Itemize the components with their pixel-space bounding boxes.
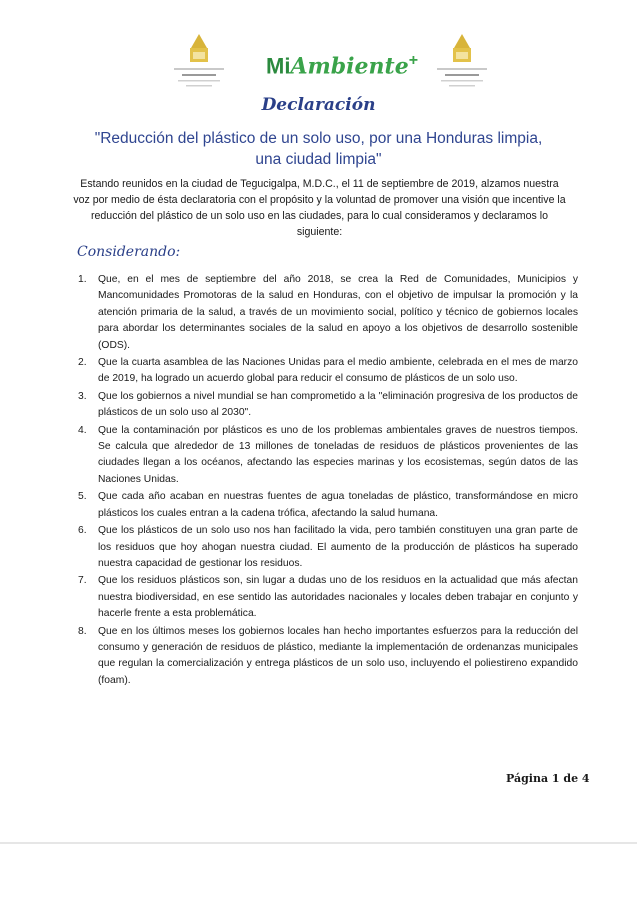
list-item-text: Que los gobiernos a nivel mundial se han comprometido a la "eliminación progresiva de los productos de plásticos de un solo uso al 2030". [98, 390, 578, 419]
document-title: "Reducción del plástico de un solo uso, por una Honduras limpia, una ciudad limpia" [94, 130, 543, 168]
miambiente-logo [266, 52, 419, 86]
list-item [78, 355, 578, 388]
list-item-text: Que cada año acaban en nuestras fuentes de agua toneladas de plástico, transformándose en micro plásticos los cuales entran a la cadena trófica, afectando la salud humana. [98, 491, 578, 519]
list-item-number: 4. [78, 424, 87, 436]
scan-edge-divider [0, 842, 637, 844]
list-item-number: 7. [78, 575, 87, 587]
logo-plus-text: + [408, 52, 419, 69]
logo-mi-text: Mi [266, 53, 291, 79]
letterhead [0, 22, 637, 102]
list-item-number: 3. [78, 390, 87, 402]
document-heading: Declaración [261, 95, 376, 115]
list-item [78, 389, 578, 422]
list-item [78, 624, 578, 690]
list-item-number: 1. [78, 274, 87, 285]
list-item [78, 523, 578, 572]
considerando-list [78, 272, 578, 690]
list-item-number: 2. [78, 357, 87, 369]
honduras-seal-left-icon [162, 28, 236, 98]
honduras-seal-right-icon [425, 28, 499, 98]
list-item [78, 423, 578, 489]
list-item-text: Que la contaminación por plásticos es uno de los problemas ambientales graves de nuestros tiempos. Se calcula que alrededor de 13 millones de toneladas de residuos de plásticos provenientes de las ciudades llegan a los océanos, afectando las especies marinas y los ecosistemas, según datos de las Naciones Unidas. [98, 424, 578, 485]
list-item-number: 6. [78, 525, 87, 537]
list-item-text: Que los residuos plásticos son, sin lugar a dudas uno de los residuos en la actualidad que más afectan nuestra biodiversidad, en ese sentido las autoridades nacionales y locales deben trabajar en conjunto y hacerle frente a esta problemática. [98, 575, 578, 620]
list-item-text: Que en los últimos meses los gobiernos locales han hecho importantes esfuerzos para la reducción del consumo y generación de residuos de plástico, mediante la implementación de ordenanzas municipales que regulan la comercialización y entrega plásticos de un solo uso, incluyendo el poliestireno expandido (foam). [98, 625, 578, 686]
list-item-text: Que la cuarta asamblea de las Naciones Unidas para el medio ambiente, celebrada en el mes de marzo de 2019, ha logrado un acuerdo global para reducir el consumo de plásticos de un solo uso. [98, 357, 578, 385]
list-item [78, 489, 578, 522]
list-item-number: 8. [78, 625, 87, 637]
list-item [78, 573, 578, 622]
list-item [78, 272, 578, 354]
list-item-text: Que, en el mes de septiembre del año 2018, se crea la Red de Comunidades, Municipios y Mancomunidades Promotoras de la salud en Honduras, con el objetivo de impulsar la promoción y la atención primaria de la salud, a través de un movimiento social, político y técnico de gobiernos locales para abordar los determinantes sociales de la salud en apoyo a los objetivos de desarrollo sostenible (ODS). [98, 274, 578, 351]
list-item-text: Que los plásticos de un solo uso nos han facilitado la vida, pero también constituyen una gran parte de los residuos que hoy ahogan nuestra ciudad. El aumento de la producción de plásticos ha superado nuestra capacidad de gestionar los residuos. [98, 525, 578, 569]
considerando-heading: Considerando: [77, 244, 181, 260]
logo-ambiente-text: Ambiente [290, 53, 409, 80]
list-item-number: 5. [78, 491, 87, 503]
intro-paragraph: Estando reunidos en la ciudad de Tegucigalpa, M.D.C., el 11 de septiembre de 2019, alzamos nuestra voz por medio de ésta declaratoria con el propósito y la voluntad de promover una visión que incentive la reducción del plástico de un solo uso en las ciudades, para lo cual consideramos y declaramos lo siguiente: [73, 178, 566, 238]
page-number: Página 1 de 4 [506, 772, 590, 785]
